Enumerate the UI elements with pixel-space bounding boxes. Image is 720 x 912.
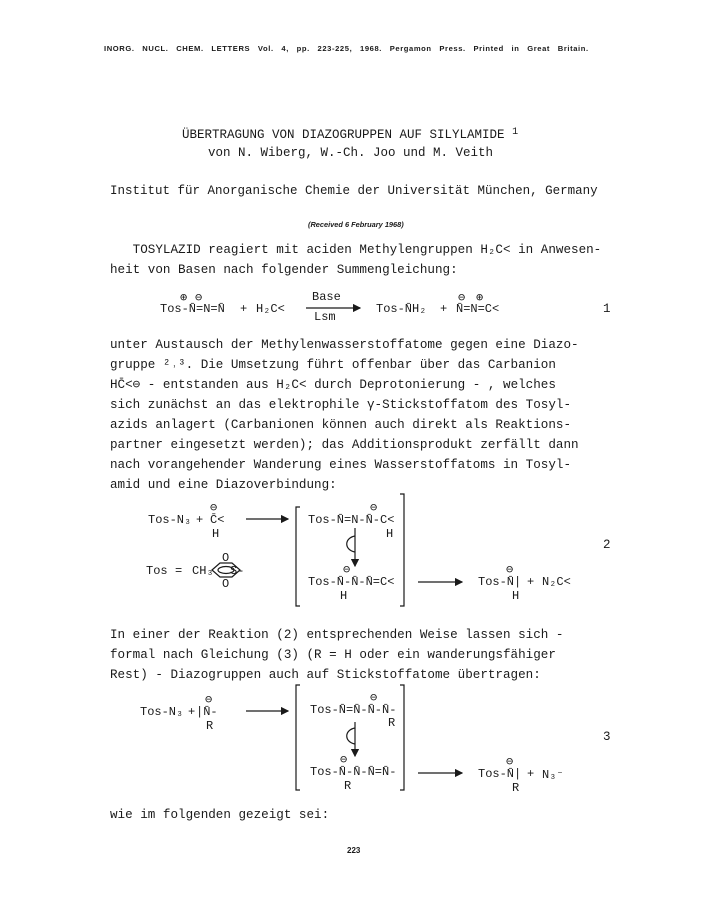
eq2-number: 2 — [603, 538, 611, 552]
eq3-r-2: R — [388, 716, 396, 730]
eq2-right-bracket — [400, 494, 404, 606]
eq1-reactant2: H₂C< — [256, 302, 285, 316]
eq3-neg-3: ⊖ — [340, 753, 348, 767]
para1-line2: heit von Basen nach folgender Summengleichung: — [110, 263, 458, 277]
eq2-curved-arrow — [347, 536, 355, 552]
title-footnote-mark: 1 — [512, 127, 519, 138]
eq2-neg-4: ⊖ — [506, 563, 514, 577]
para2-line2: gruppe ²˒³. Die Umsetzung führt offenbar über das Carbanion — [110, 358, 556, 372]
eq2-h-2: H — [386, 527, 394, 541]
eq3-number: 3 — [603, 730, 611, 744]
eq2-left-bracket — [296, 507, 300, 606]
eq3-right-bracket — [400, 685, 404, 790]
para2-line5: azids anlagert (Carbanionen können auch direkt als Reaktions- — [110, 418, 572, 432]
eq2-intermediate-top: Tos-N̄=N-N̄-C< — [308, 513, 395, 527]
para3-line3: Rest) - Diazogruppen auch auf Stickstoffatome übertragen: — [110, 668, 541, 682]
eq2-reactant: Tos-N₃ — [148, 513, 192, 527]
eq1-arrow-top: Base — [312, 290, 341, 304]
eq3-r-3: R — [344, 779, 352, 793]
eq2-neg-3: ⊖ — [343, 563, 351, 577]
eq3-amide: |N̄- — [196, 705, 218, 719]
page-number: 223 — [347, 846, 361, 855]
eq1-arrow-bottom: Lsm — [314, 310, 336, 324]
eq3-neg-4: ⊖ — [506, 755, 514, 769]
eq3-plus: + — [188, 705, 196, 719]
eq2-tos-methyl: CH₃ — [192, 564, 214, 578]
eq2-carbanion: C̄< — [210, 513, 225, 527]
eq2-neg-1: ⊖ — [210, 501, 218, 515]
eq2-plus2: + — [527, 575, 535, 589]
para2-line4: sich zunächst an das elektrophile γ-Stickstoffatom des Tosyl- — [110, 398, 572, 412]
eq2-tos-s: S- — [230, 564, 245, 578]
eq2-tos-eq: = — [175, 564, 183, 578]
para3-line1: In einer der Reaktion (2) entsprechenden Weise lassen sich - — [110, 628, 564, 642]
eq1-reactant1: Tos-N̄=N=N̄ — [160, 302, 225, 316]
eq2-h-1: H — [212, 527, 220, 541]
eq1-number: 1 — [603, 302, 611, 316]
eq3-reactant: Tos-N₃ — [140, 705, 184, 719]
journal-header: INORG. NUCL. CHEM. LETTERS Vol. 4, pp. 223-225, 1968. Pergamon Press. Printed in Great Britain. — [104, 44, 589, 53]
eq2-product2: N₂C< — [542, 575, 571, 589]
eq3-product2: N₃⁻ — [542, 768, 564, 782]
eq1-product2: N̄=N=C< — [456, 302, 500, 316]
para2-line1: unter Austausch der Methylenwasserstoffatome gegen eine Diazo- — [110, 338, 579, 352]
eq2-h-3: H — [340, 589, 348, 603]
eq1-product1: Tos-N̄H₂ — [376, 302, 427, 316]
received-date: (Received 6 February 1968) — [308, 220, 404, 229]
eq3-product1: Tos-N̄| — [478, 767, 522, 781]
para1-line1: TOSYLAZID reagiert mit aciden Methylengruppen H₂C< in Anwesen- — [110, 243, 602, 257]
eq3-r-4: R — [512, 781, 520, 795]
eq3-neg-1: ⊖ — [205, 693, 213, 707]
eq3-left-bracket — [296, 685, 300, 790]
eq2-h-4: H — [512, 589, 520, 603]
eq2-product1: Tos-N̄| — [478, 575, 522, 589]
para2-line3: HC̄<⊖ - entstanden aus H₂C< durch Deprotonierung - , welches — [110, 378, 556, 392]
para2-line6: partner eingesetzt werden); das Additionsprodukt zerfällt dann — [110, 438, 579, 452]
eq2-intermediate-bottom: Tos-N̄-N̄-N̄=C< — [308, 575, 395, 589]
eq1-charge-pos-2: ⊕ — [476, 291, 484, 305]
eq1-charge-neg-2: ⊖ — [458, 291, 466, 305]
eq1-charge-neg: ⊖ — [195, 291, 203, 305]
eq3-plus2: + — [527, 767, 535, 781]
institution-line: Institut für Anorganische Chemie der Universität München, Germany — [110, 184, 598, 198]
eq3-neg-2: ⊖ — [370, 691, 378, 705]
eq2-neg-2: ⊖ — [370, 501, 378, 515]
eq2-o-top: O — [222, 551, 230, 565]
eq1-charge-pos: ⊕ — [180, 291, 188, 305]
eq2-plus: + — [196, 513, 204, 527]
eq2-tos-label: Tos — [146, 564, 168, 578]
eq3-r-1: R — [206, 719, 214, 733]
eq3-intermediate-bottom: Tos-N̄-N̄-N̄=N̄- — [310, 765, 397, 779]
tosyl-ring — [212, 563, 240, 577]
eq2-o-bottom: O — [222, 577, 230, 591]
eq1-plus2: + — [440, 302, 448, 316]
para2-line8: amid und eine Diazoverbindung: — [110, 478, 337, 492]
para4-line: wie im folgenden gezeigt sei: — [110, 808, 330, 822]
eq1-plus1: + — [240, 302, 248, 316]
para3-line2: formal nach Gleichung (3) (R = H oder ein wanderungsfähiger — [110, 648, 556, 662]
eq3-intermediate-top: Tos-N̄=N̄-N̄-N̄- — [310, 703, 397, 717]
authors-line: von N. Wiberg, W.-Ch. Joo und M. Veith — [208, 146, 494, 160]
title-text: ÜBERTRAGUNG VON DIAZOGRUPPEN AUF SILYLAMIDE — [182, 128, 505, 142]
para2-line7: nach vorangehender Wanderung eines Wasserstoffatoms in Tosyl- — [110, 458, 572, 472]
eq3-curved-arrow — [347, 728, 355, 744]
tosyl-ring-inner — [218, 567, 234, 574]
